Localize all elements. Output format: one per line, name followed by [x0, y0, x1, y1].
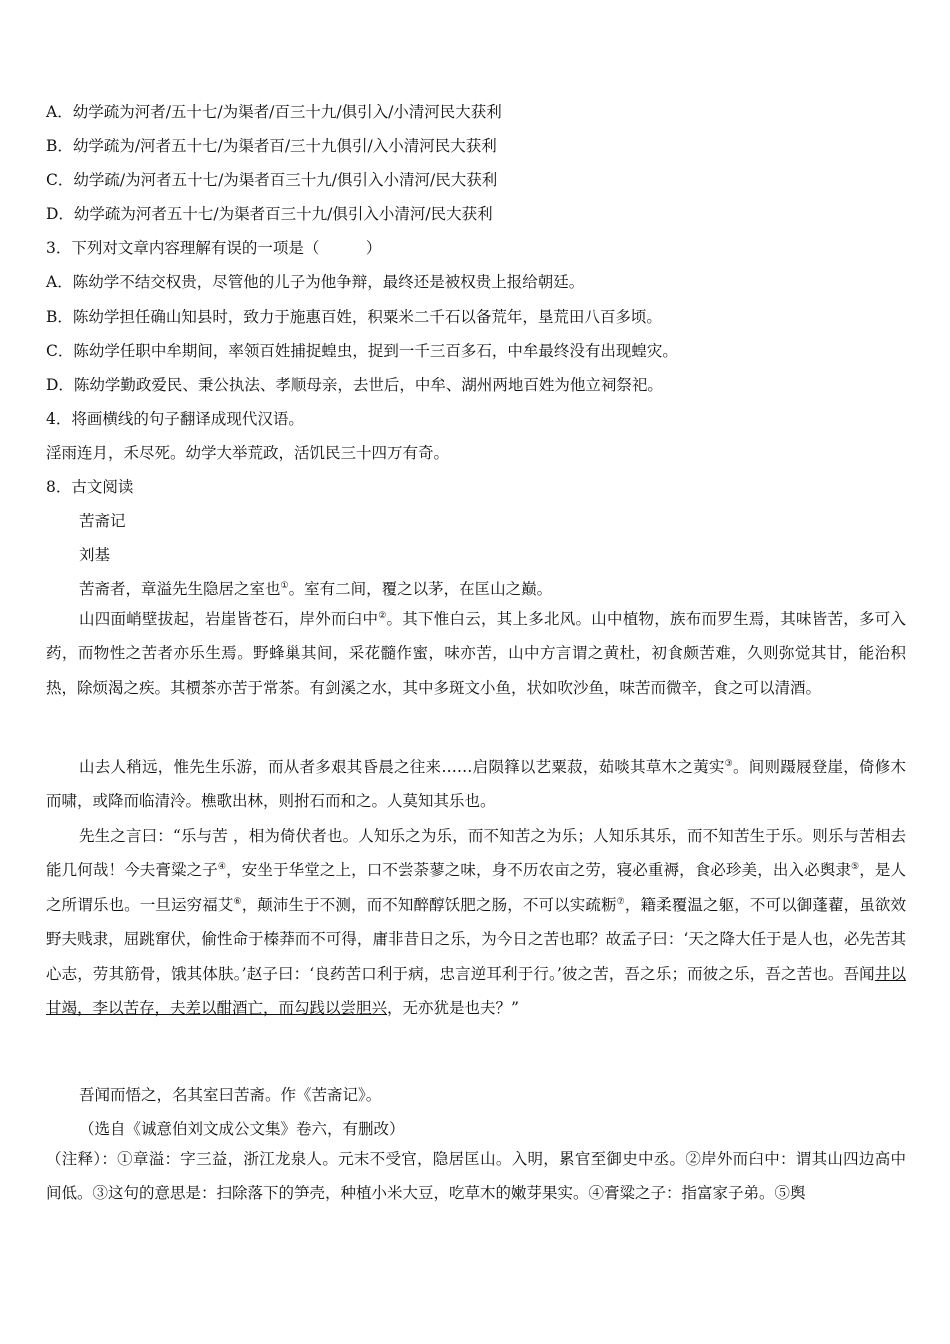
option-2d: D．幼学疏为河者五十七/为渠者百三十九/俱引入小清河/民大获利: [46, 205, 493, 223]
p2-text-a: 山四面峭壁拔起，岩崖皆苍石，岸外而臼中: [79, 610, 379, 628]
question-4-stem: 4．将画横线的句子翻译成现代汉语。: [46, 410, 304, 428]
underlined-sentence: 井以甘竭，李以苦存，夫差以酣酒亡，而勾践以尝胆兴: [46, 964, 906, 1018]
p4-text-b: ，安坐于华堂之上，口不尝荼蓼之味，身不历农亩之劳，寝必重褥，食必珍美，出入必舆隶: [226, 861, 852, 880]
footnotes: （注释）：①章溢：字三益，浙江龙泉人。元末不受官，隐居匡山。入明，累官至御史中丞。②岸外而臼中：谓其山四边高中间低。③这句的意思是：扫除落下的笋壳，种植小米大豆，吃草木的嫩芽果实。④膏粱之子：指富家子弟。⑤舆: [46, 1150, 906, 1203]
p4-text-a: 先生之言曰：“乐与苦 ，相为倚伏者也。人知乐之为乐，而不知苦之为乐；人知乐其乐，而不知苦生于乐。则乐与苦相去能几何哉！今夫膏粱之子: [46, 827, 906, 880]
essay-paragraph-3: [46, 750, 906, 819]
note-ref-7: ⑦: [616, 896, 625, 907]
essay-title: 苦斋记: [79, 512, 126, 530]
essay-paragraph-5: 吾闻而悟之，名其室曰苦斋。作《苦斋记》。: [79, 1086, 382, 1104]
p4-text-c: ，是人之所谓乐也。一旦运穷福艾: [46, 861, 906, 914]
note-ref-4: ④: [217, 862, 227, 873]
p4-text-d: ，颠沛生于不测，而不知醉醇饫肥之肠，不可以实疏粝: [241, 895, 617, 914]
essay-paragraph-1: [79, 578, 906, 600]
option-3d: D．陈幼学勤政爱民、秉公执法、孝顺母亲，去世后，中牟、湖州两地百姓为他立祠祭祀。: [46, 376, 663, 394]
section-8-heading: 8．古文阅读: [46, 478, 134, 496]
note-ref-6: ⑥: [233, 896, 242, 907]
essay-paragraph-4: [46, 819, 906, 1025]
option-3c: C．陈幼学任职中牟期间，率领百姓捕捉蝗虫，捉到一千三百多石，中牟最终没有出现蝗灾。: [46, 342, 678, 360]
p2-text-b: 。其下惟白云，其上多北风。山中植物，族布而罗生焉，其味皆苦，多可入药，而物性之苦者亦乐生焉。野蜂巢其间，采花髓作蜜，味亦苦，山中方言谓之黄杜，初食颇苦难，久则弥觉其甘，能治积热，除烦渴之疾。其槚茶亦苦于常茶。有剑溪之水，其中多斑文小鱼，状如吹沙鱼，味苦而微辛，食之可以清酒。: [46, 610, 906, 697]
note-ref-1: ①: [280, 581, 289, 591]
note-ref-3: ③: [724, 759, 733, 769]
option-3a: A．陈幼学不结交权贵，尽管他的儿子为他争辩，最终还是被权贵上报给朝廷。: [46, 273, 585, 291]
option-3b: B．陈幼学担任确山知县时，致力于施惠百姓，积粟米二千石以备荒年，垦荒田八百多顷。: [46, 308, 662, 326]
option-2b: B．幼学疏为/河者五十七/为渠者百/三十九俱引/入小清河民大获利: [46, 137, 497, 155]
option-2c: C．幼学疏/为河者五十七/为渠者百三十九/俱引入小清河/民大获利: [46, 171, 498, 189]
p1-rest: 。室有二间，覆之以茅，在匡山之巅。: [288, 580, 553, 598]
question-4-sentence: 淫雨连月，禾尽死。幼学大举荒政，活饥民三十四万有奇。: [46, 444, 450, 462]
p3-text-b: 。间则蹑屐登崖，倚修木而啸，或降而临清泠。樵歌出林，则拊石而和之。人莫知其乐也。: [46, 758, 906, 811]
p4-text-f: ，无亦犹是也夫？”: [387, 999, 519, 1018]
p3-text-a: 山去人稍远，惟先生乐游，而从者多艰其昏晨之往来……启陨箨以艺粟菽，茹啖其草木之荑实: [79, 758, 725, 776]
note-ref-5: ⑤: [851, 862, 860, 873]
p4-text-e: ，籍柔覆温之躯，不可以御蓬藋，虽欲效野夫贱隶，屈跳窜伏，偷性命于榛莽而不可得，庸非昔日之乐，为今日之苦也耶？故孟子曰：‘天之降大任于是人也，必先苦其心志，劳其筋骨，饿其体肤。’赵子曰：‘良药苦口利于病，忠言逆耳利于行。’彼之苦，吾之乐；而彼之乐，吾之苦也。吾闻: [46, 895, 906, 983]
option-2a: A．幼学疏为河者/五十七/为渠者/百三十九/俱引入/小清河民大获利: [46, 103, 502, 121]
p1-text: 苦斋者，章溢先生隐居之室也: [79, 580, 281, 598]
essay-source: （选自《诚意伯刘文成公文集》卷六，有删改）: [79, 1120, 405, 1138]
essay-paragraph-2: [46, 602, 906, 705]
essay-author: 刘基: [79, 546, 111, 564]
question-3-stem: 3．下列对文章内容理解有误的一项是（ ）: [46, 239, 382, 257]
note-ref-2: ②: [378, 611, 387, 621]
